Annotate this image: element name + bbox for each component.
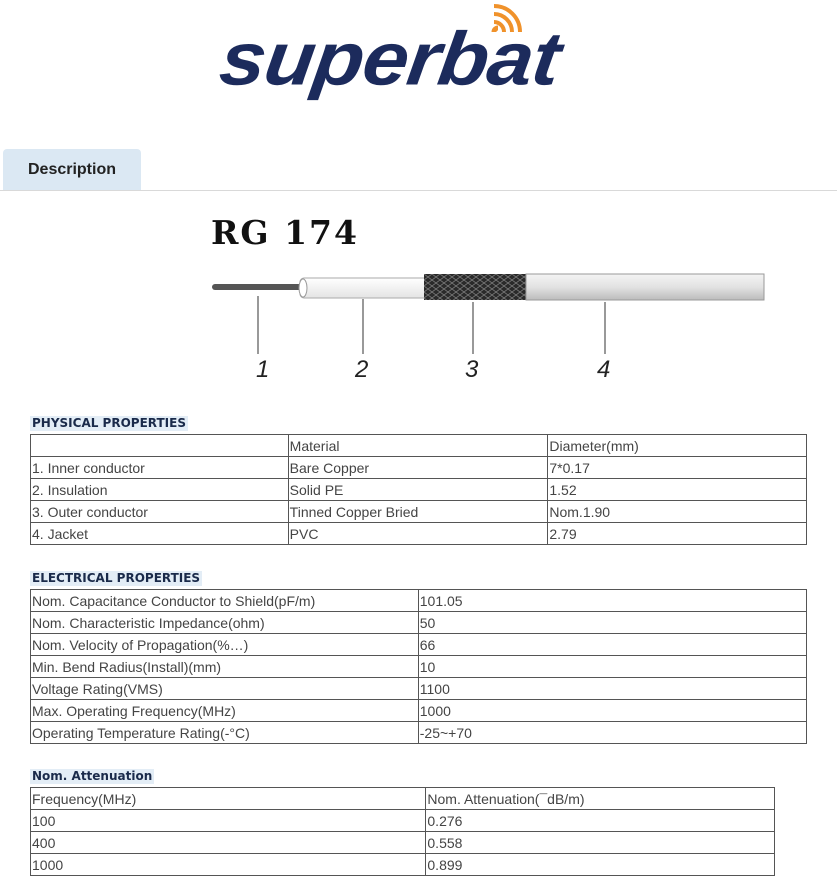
electrical-properties-table [30, 589, 807, 744]
cell: 50 [418, 612, 806, 634]
table-row [31, 832, 775, 854]
table-row [31, 678, 807, 700]
cell: Nom.1.90 [548, 501, 807, 523]
table-header-row [31, 788, 775, 810]
brand-wordmark: superbat [214, 17, 565, 102]
table-row [31, 590, 807, 612]
table-row [31, 501, 807, 523]
cell: 66 [418, 634, 806, 656]
cable-cross-section-diagram [200, 262, 780, 392]
attenuation-heading: Nom. Attenuation [32, 769, 153, 783]
tab-description[interactable]: Description [3, 149, 141, 190]
cell: PVC [288, 523, 548, 545]
cell: 3. Outer conductor [31, 501, 289, 523]
cell: 2. Insulation [31, 479, 289, 501]
cell: 1. Inner conductor [31, 457, 289, 479]
cell: 1100 [418, 678, 806, 700]
cell: 0.899 [426, 854, 775, 876]
callout-3: 3 [465, 356, 479, 383]
table-row [31, 656, 807, 678]
cable-model-title: RG 174 [211, 213, 359, 252]
cell: 0.558 [426, 832, 775, 854]
table-row [31, 810, 775, 832]
cell: 2.79 [548, 523, 807, 545]
header-cell: Material [288, 435, 548, 457]
cell: 1000 [418, 700, 806, 722]
cell: 4. Jacket [31, 523, 289, 545]
table-row [31, 634, 807, 656]
callout-4: 4 [597, 356, 611, 383]
header-cell: Nom. Attenuation(¯dB/m) [426, 788, 775, 810]
cell: Operating Temperature Rating(-°C) [31, 722, 419, 744]
cell: 1000 [31, 854, 426, 876]
header-cell: Frequency(MHz) [31, 788, 426, 810]
cell: 7*0.17 [548, 457, 807, 479]
wifi-signal-icon [490, 0, 526, 36]
table-row [31, 523, 807, 545]
physical-properties-table [30, 434, 807, 545]
table-row [31, 479, 807, 501]
cell: Nom. Capacitance Conductor to Shield(pF/m) [31, 590, 419, 612]
superbat-logo [214, 0, 622, 110]
cell: 100 [31, 810, 426, 832]
tab-bar [0, 149, 837, 191]
cell: 400 [31, 832, 426, 854]
header-cell [31, 435, 289, 457]
cell: 10 [418, 656, 806, 678]
table-row [31, 700, 807, 722]
electrical-properties-heading: ELECTRICAL PROPERTIES [32, 571, 201, 585]
cell: Bare Copper [288, 457, 548, 479]
coax-cable-illustration [200, 262, 780, 392]
callout-2: 2 [355, 356, 369, 383]
table-header-row [31, 435, 807, 457]
cell: Nom. Velocity of Propagation(%…) [31, 634, 419, 656]
cell: Solid PE [288, 479, 548, 501]
table-row [31, 612, 807, 634]
cell: Max. Operating Frequency(MHz) [31, 700, 419, 722]
table-row [31, 722, 807, 744]
attenuation-table [30, 787, 775, 876]
cell: Nom. Characteristic Impedance(ohm) [31, 612, 419, 634]
cell: Tinned Copper Bried [288, 501, 548, 523]
callout-1: 1 [256, 356, 270, 383]
cell: 0.276 [426, 810, 775, 832]
header-cell: Diameter(mm) [548, 435, 807, 457]
cell: Min. Bend Radius(Install)(mm) [31, 656, 419, 678]
cell: 101.05 [418, 590, 806, 612]
table-row [31, 854, 775, 876]
cell: 1.52 [548, 479, 807, 501]
table-row [31, 457, 807, 479]
cell: -25~+70 [418, 722, 806, 744]
cell: Voltage Rating(VMS) [31, 678, 419, 700]
physical-properties-heading: PHYSICAL PROPERTIES [32, 416, 186, 430]
